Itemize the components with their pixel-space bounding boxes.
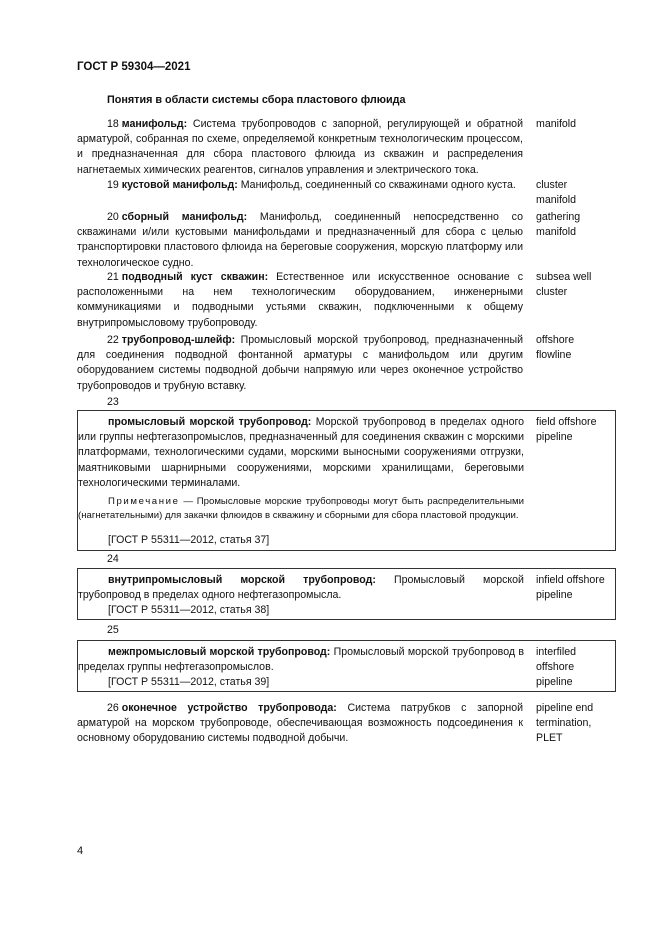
definition-19 bbox=[77, 178, 523, 193]
english-term-line: offshore bbox=[536, 661, 575, 674]
definition-26 bbox=[77, 701, 523, 747]
definition-text: Промысловый морской трубопровод в пределах одного нефтегазопромысла. bbox=[78, 574, 524, 602]
definition-text: Промысловый морской трубопровод в пределах группы нефтегазопромыслов. bbox=[78, 646, 524, 674]
english-term-line: manifold bbox=[536, 194, 577, 207]
term-name: трубопровод-шлейф: bbox=[121, 334, 236, 346]
english-term-line: manifold bbox=[536, 226, 577, 239]
definition-23 bbox=[78, 415, 524, 491]
term-name: сборный манифольд: bbox=[121, 211, 248, 223]
definition-20 bbox=[77, 210, 523, 271]
entry-number: 21 bbox=[107, 271, 119, 283]
english-term-line: flowline bbox=[536, 349, 572, 362]
english-equivalent-19 bbox=[536, 178, 628, 208]
english-equivalent-25 bbox=[536, 645, 616, 691]
note-text: — Промысловые морские трубопроводы могут быть распределительными (нагнетательными) для закачки флюидов в скважину и сборными для сбора пластовой продукции. bbox=[78, 496, 524, 521]
term-name: кустовой манифольд: bbox=[121, 179, 238, 191]
english-equivalent-18 bbox=[536, 117, 628, 132]
english-equivalent-21 bbox=[536, 270, 628, 300]
term-name: промысловый морской трубопровод: bbox=[108, 416, 312, 428]
definition-21 bbox=[77, 270, 523, 331]
english-term-line: pipeline bbox=[536, 431, 573, 444]
english-term-line: manifold bbox=[536, 118, 577, 130]
english-term-line: field offshore bbox=[536, 416, 597, 428]
definition-22 bbox=[77, 333, 523, 394]
english-term-line: PLET bbox=[536, 732, 563, 745]
english-term-line: pipeline bbox=[536, 589, 573, 602]
english-term-line: offshore bbox=[536, 334, 575, 346]
entry-number: 18 bbox=[107, 118, 119, 130]
english-term-line: pipeline bbox=[536, 676, 573, 689]
page-number: 4 bbox=[77, 845, 84, 857]
english-term-line: pipeline end bbox=[536, 702, 594, 714]
english-equivalent-20 bbox=[536, 210, 628, 240]
english-term-line: subsea well bbox=[536, 271, 592, 283]
entry-number: 22 bbox=[107, 334, 119, 346]
definition-18 bbox=[77, 117, 523, 178]
term-name: межпромысловый морской трубопровод: bbox=[108, 646, 331, 658]
definition-25 bbox=[78, 645, 524, 675]
boxed-term-entry-23 bbox=[77, 410, 616, 551]
term-name: подводный куст скважин: bbox=[121, 271, 269, 283]
english-term-line: cluster bbox=[536, 179, 568, 191]
source-reference: [ГОСТ Р 55311—2012, статья 38] bbox=[108, 604, 270, 616]
entry-number: 20 bbox=[107, 211, 119, 223]
boxed-term-entry-24 bbox=[77, 568, 616, 620]
english-term-line: infield offshore bbox=[536, 574, 605, 586]
english-term-line: interfiled bbox=[536, 646, 577, 658]
definition-24 bbox=[78, 573, 524, 603]
english-term-line: cluster bbox=[536, 286, 568, 299]
note bbox=[78, 495, 524, 522]
definition-text: Система патрубков с запорной арматурой на морском трубопроводе, обеспечивающая возможность подсоединения к основному оборудованию системы подводной добычи. bbox=[77, 702, 524, 745]
source-reference: [ГОСТ Р 55311—2012, статья 39] bbox=[108, 676, 270, 688]
definition-text: Система трубопроводов с запорной, регулирующей и обратной арматурой, собранная по схеме, определяемой конкретным технологическим процессом, и предназначенная для сбора пластового флюида из скважин и распределения нагнетаемых химических реагентов, сигналов управления и электрического тока. bbox=[77, 118, 523, 176]
entry-number-23: 23 bbox=[107, 396, 119, 408]
english-term-line: gathering bbox=[536, 211, 581, 223]
definition-text: Промысловый морской трубопровод, предназначенный для соединения подводной фонтанной арматуры с манифольдом или другим оборудованием системы подводной добычи напрямую или через оконечное устройство трубопроводов и трубную вставку. bbox=[77, 334, 523, 392]
entry-number: 26 bbox=[107, 702, 119, 714]
note-label: Примечание bbox=[108, 496, 180, 507]
english-term-line: termination, bbox=[536, 717, 592, 730]
definition-text: Естественное или искусственное основание с расположенными на нем технологическим оборудованием, инженерными коммуникациями и подводными устьями скважин, подключенными к общему внутрипромысловому трубопроводу. bbox=[77, 271, 523, 329]
english-equivalent-26 bbox=[536, 701, 628, 747]
english-equivalent-23 bbox=[536, 415, 616, 445]
english-equivalent-24 bbox=[536, 573, 616, 603]
boxed-term-entry-25 bbox=[77, 640, 616, 692]
source-reference: [ГОСТ Р 55311—2012, статья 37] bbox=[108, 534, 270, 546]
term-name: оконечное устройство трубопровода: bbox=[121, 702, 337, 714]
term-name: манифольд: bbox=[121, 118, 188, 130]
term-name: внутрипромысловый морской трубопровод: bbox=[108, 574, 376, 586]
document-id: ГОСТ Р 59304—2021 bbox=[77, 61, 191, 73]
entry-number: 19 bbox=[107, 179, 119, 191]
entry-number-25: 25 bbox=[107, 624, 119, 636]
definition-text: Манифольд, соединенный со скважинами одного куста. bbox=[240, 179, 516, 191]
section-heading: Понятия в области системы сбора пластового флюида bbox=[107, 94, 406, 106]
definition-text: Морской трубопровод в пределах одного или группы нефтегазопромыслов, предназначенный для соединения скважин с морскими платформами, технологическими судами, морскими выносными сооружениями отгрузки, маятниковыми шарнирными сооружениями, морскими хранилищами, береговыми технологическими терминалами. bbox=[78, 416, 524, 489]
definition-text: Манифольд, соединенный непосредственно со скважинами и/или кустовыми манифольдами и предназначенный для сбора с целью транспортировки пластового флюида на береговые сооружения, морскую платформу или технологическое судно. bbox=[77, 211, 523, 269]
entry-number-24: 24 bbox=[107, 553, 119, 565]
english-equivalent-22 bbox=[536, 333, 628, 363]
